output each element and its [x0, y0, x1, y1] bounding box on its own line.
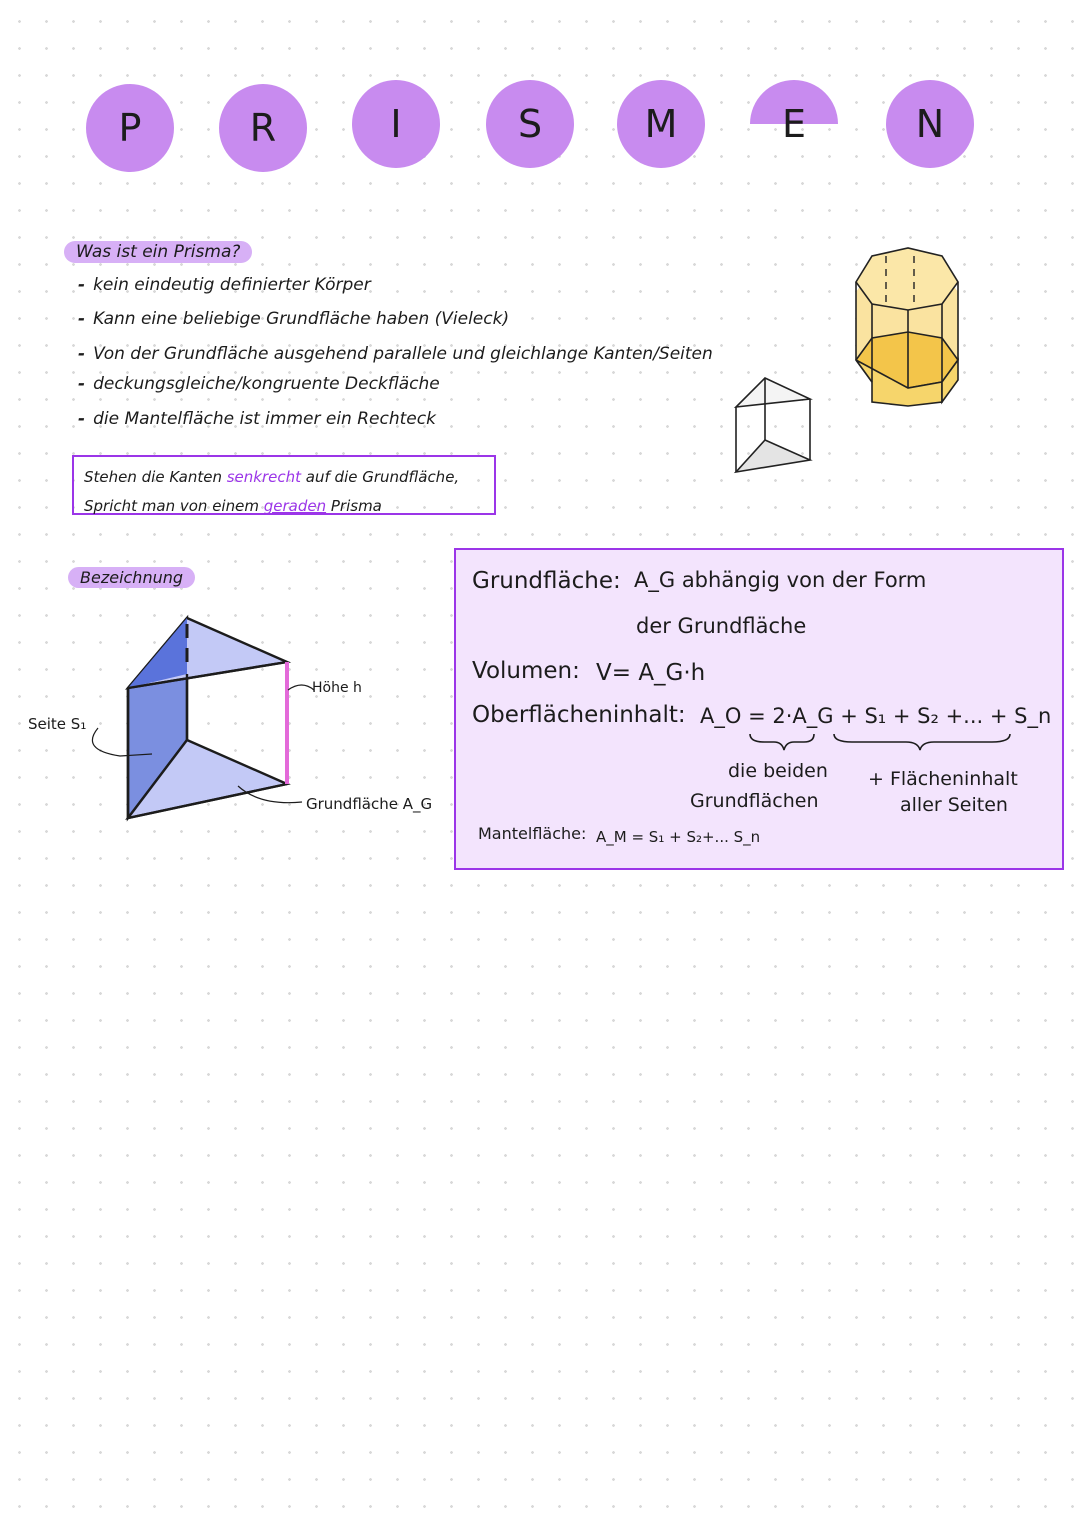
bullet-item: - kein eindeutig definierter Körper	[78, 275, 371, 295]
section-heading-bezeichnung: Bezeichnung	[68, 567, 195, 588]
title-letter-e: E	[750, 80, 838, 124]
grundflaeche-label: Grundfläche:	[472, 568, 621, 594]
brace2-text-2: aller Seiten	[900, 794, 1008, 816]
mantel-formula: A_M = S₁ + S₂+... S_n	[596, 828, 761, 846]
curly-braces	[746, 730, 1016, 754]
title-letter-s: S	[486, 80, 574, 168]
note-box	[72, 455, 496, 515]
volumen-formula: V= A_G·h	[596, 660, 706, 686]
formula-box	[454, 548, 1064, 870]
grundflaeche-text-2: der Grundfläche	[636, 614, 807, 638]
title-letter-i: I	[352, 80, 440, 168]
note-line-2	[84, 492, 484, 521]
title-letter-p: P	[86, 84, 174, 172]
label-base: Grundfläche A_G	[306, 795, 433, 813]
brace1-text-2: Grundflächen	[690, 790, 819, 812]
note-text: Stehen die Kanten	[84, 468, 222, 486]
label-height: Höhe h	[312, 680, 362, 696]
brace2-text-1: + Flächeninhalt	[868, 768, 1018, 790]
title-letter-m: M	[617, 80, 705, 168]
note-accent-senkrecht: senkrecht	[226, 468, 302, 486]
bullet-item: - die Mantelfläche ist immer ein Rechteck	[78, 409, 436, 429]
bullet-item: - Von der Grundfläche ausgehend parallele und gleichlange Kanten/Seiten	[78, 344, 713, 364]
hexagonal-prism-illustration	[850, 242, 964, 408]
bullet-item: - Kann eine beliebige Grundfläche haben (Vieleck)	[78, 309, 509, 329]
brace1-text-1: die beiden	[728, 760, 828, 782]
title-letter-r: R	[219, 84, 307, 172]
note-line-1	[84, 463, 484, 492]
note-text: auf die Grundfläche,	[305, 468, 460, 486]
grundflaeche-text: A_G abhängig von der Form	[634, 568, 927, 592]
oberflaeche-label: Oberflächeninhalt:	[472, 702, 686, 728]
note-accent-geraden: geraden	[263, 497, 327, 515]
section-heading-prisma: Was ist ein Prisma?	[64, 241, 252, 263]
bullet-item: - deckungsgleiche/kongruente Deckfläche	[78, 374, 440, 394]
volumen-label: Volumen:	[472, 658, 580, 684]
note-text: Spricht man von einem	[84, 497, 259, 515]
mantel-label: Mantelfläche:	[478, 824, 587, 843]
title-letter-n: N	[886, 80, 974, 168]
note-text: Prisma	[330, 497, 382, 515]
triangular-prism-illustration	[728, 372, 818, 477]
label-side: Seite S₁	[28, 715, 87, 733]
oberflaeche-formula: A_O = 2·A_G + S₁ + S₂ +... + S_n	[700, 704, 1052, 728]
